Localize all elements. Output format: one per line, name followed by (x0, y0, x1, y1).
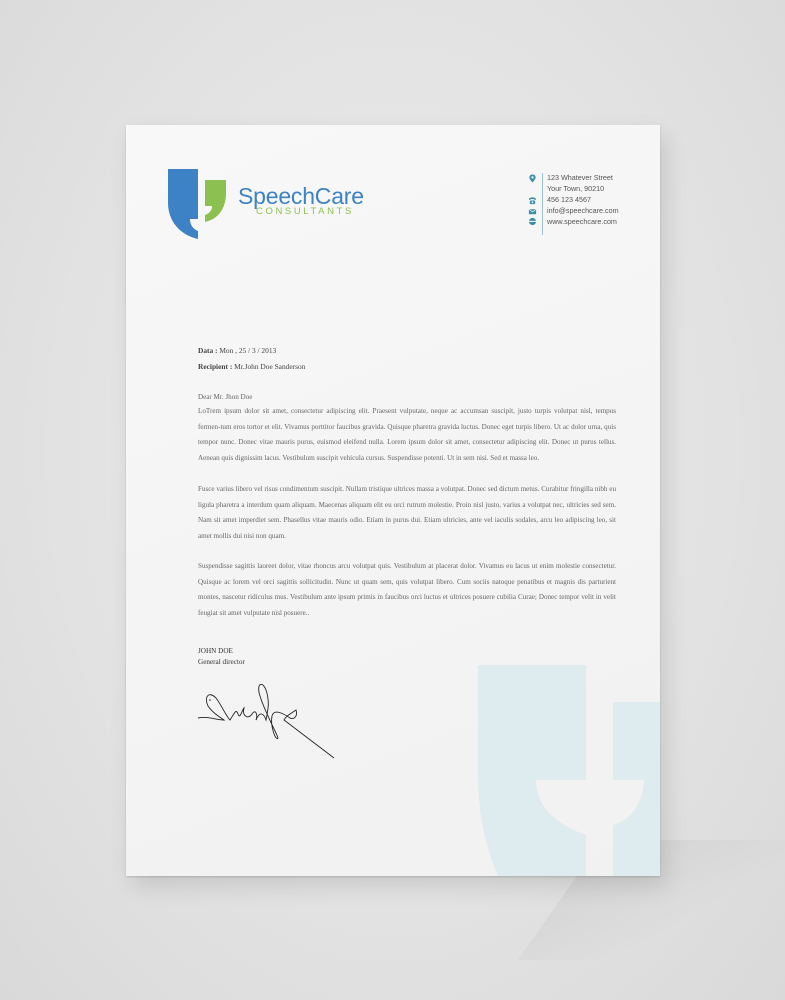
signer-block (198, 646, 245, 668)
signature-image (194, 680, 344, 760)
website-link[interactable]: www.speechcare.com (547, 217, 617, 226)
body-paragraph-2: Fusce varius libero vel risus condimentum suscipit. Nullam tristique ultrices massa a volutpat. Donec sed dictum metus. Curabitur fringilla nibh eu ligula pharetra a interdum quam aliquam. Maecenas aliquam elit eu orci rutrum molestie. Proin nisl justo, varius a volutpat nec, ultricies sed sem. Nam sit amet imperdiet sem. Phasellus vitae mauris odio. Etiam in purus dui. Etiam ultricies, ante vel iaculis sodales, arcu leo adipiscing leo, sit amet mollis dui nisi non quam. (198, 485, 616, 540)
recipient-label: Recipient : (198, 362, 233, 371)
phone-number: 456 123 4567 (547, 195, 591, 204)
contact-divider (542, 173, 543, 235)
logo-watermark-icon (478, 665, 660, 876)
brand-subtitle: CONSULTANTS (256, 206, 354, 217)
location-pin-icon (528, 174, 537, 183)
recipient-line (198, 362, 305, 371)
body-paragraph-1: LoTrem ipsum dolor sit amet, consectetur adipiscing elit. Praesent vulputate, neque ac accumsan suscipit, justo turpis volutpat nisl, tempus fermen-tum eros tortor et elit. Vivamus porttitor faucibus gravida. Quisque pharetra gravida luctus. Donec eget turpis libero. Ut ac dolor urna, quis tempor nunc. Donec vitae mauris purus, euismod eleifend nulla. Lorem ipsum dolor sit amet, consectetur adipiscing elit. Donec ut purus tellus. Aenean quis dignissim lacus. Vestibulum suscipit vehicula cursus. Suspendisse potenti. Ut in sem nisi. Sed et massa leo. (198, 407, 616, 462)
date-label: Data : (198, 346, 218, 355)
brand-name: SpeechCare (238, 183, 364, 209)
globe-icon (528, 217, 537, 226)
greeting: Dear Mr. Jhon Doe (198, 393, 253, 401)
address-line-2: Your Town, 90210 (547, 184, 605, 193)
signer-name: JOHN DOE (198, 647, 233, 655)
signer-title: General director (198, 658, 245, 666)
address-line-1: 123 Whatever Street (547, 173, 613, 182)
mail-icon (528, 207, 537, 216)
date-value: Mon , 25 / 3 / 2013 (217, 346, 277, 355)
email-link[interactable]: info@speechcare.com (547, 206, 619, 215)
recipient-value: Mr.John Doe Sanderson (232, 362, 306, 371)
body-paragraph-3: Suspendisse sagittis laoreet dolor, vitae rhoncus arcu volutpat quis. Vestibulum at placerat dolor. Vivamus eu lacus ut enim molestie consectetur. Quisque ac lorem vel orci sagittis sollicitudin. Nunc ut quam sem, quis volutpat libero. Cum sociis natoque penatibus et magnis dis parturient montes, nascetur ridiculus mus. Vestibulum ante ipsum primis in faucibus orci luctus et ultrices posuere cubilia Curae; Donec tempor velit in velit feugiat sit amet vulputate nisl posuere.. (198, 562, 616, 617)
letterhead-page (126, 125, 660, 876)
date-line (198, 346, 276, 355)
speechcare-logo-icon (168, 169, 230, 239)
phone-icon (528, 196, 537, 205)
